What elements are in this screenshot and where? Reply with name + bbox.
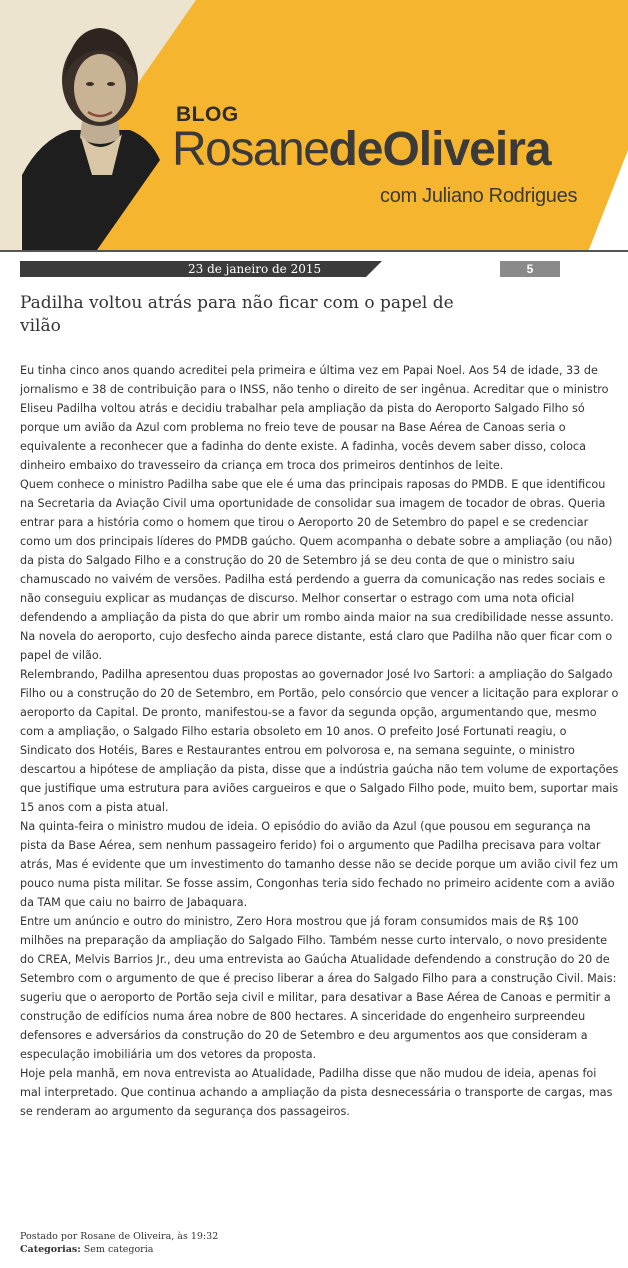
blog-subtitle: com Juliano Rodrigues [380, 185, 578, 207]
comments-count-badge[interactable]: 5 [500, 261, 560, 277]
post-body [20, 361, 620, 1121]
post-categories [20, 1243, 620, 1256]
post-paragraph: Entre um anúncio e outro do ministro, Zero Hora mostrou que já foram consumidos mais de R$ 100 milhões na preparação da ampliação do Salgado Filho. Também nesse curto intervalo, o novo presidente do CREA, Melvis Barrios Jr., deu uma entrevista ao Gaúcha Atualidade defendendo a construção do 20 de Setembro com o argumento de que é preciso liberar a área do Salgado Filho para a construção Civil. Mais: sugeriu que o aeroporto de Portão seja civil e militar, para desativar a Base Aérea de Canoas e permitir a construção de edifícios numa área nobre de 800 hectares. A sinceridade do engenheiro surpreendeu defensores e adversários da construção do 20 de Setembro e deu argumentos aos que consideram a especulação imobiliária um dos vetores da proposta. [20, 915, 617, 1061]
header-divider [0, 250, 628, 252]
post-date-bar [20, 261, 382, 277]
category-link[interactable]: Sem categoria [83, 1244, 154, 1255]
post-paragraph: Na quinta-feira o ministro mudou de ideia. O episódio do avião da Azul (que pousou em segurança na pista da Base Aérea, sem nenhum passageiro ferido) foi o argumento que Padilha precisava para voltar atrás, Mas é evidente que um investimento do tamanho desse não se decide porque um avião civil fez um pouco numa pista militar. Se fosse assim, Congonhas teria sido fechado no primeiro acidente com a avião da TAM que caiu no bairro de Jabaquara. [20, 820, 619, 909]
post-date: 23 de janeiro de 2015 [188, 262, 322, 276]
post-footer [20, 1230, 620, 1256]
post-paragraph: Hoje pela manhã, em nova entrevista ao Atualidade, Padilha disse que não mudou de ideia, apenas foi mal interpretado. Que continua achando a ampliação da pista desnecessária o transporte de cargas, mas se renderam ao argumento da segurança dos passageiros. [20, 1067, 613, 1118]
blog-name-bold: deOliveira [328, 123, 551, 176]
posted-by: Postado por Rosane de Oliveira, às 19:32 [20, 1231, 219, 1242]
categories-label: Categorias: [20, 1244, 81, 1255]
post-title[interactable]: Padilha voltou atrás para não ficar com o papel de vilão [20, 293, 454, 336]
post-paragraph: Eu tinha cinco anos quando acreditei pela primeira e última vez em Papai Noel. Aos 54 de idade, 33 de jornalismo e 38 de contribuição para o INSS, não tenho o direito de ser ingênua. Acreditar que o ministro Eliseu Padilha voltou atrás e decidiu trabalhar pela ampliação da pista do Aeroporto Salgado Filho só porque um avião da Azul com problema no freio teve de pousar na Base Aérea de Canoas seria o equivalente a reconhecer que a fadinha do dente existe. A fadinha, vocês devem saber disso, coloca dinheiro embaixo do travesseiro da criança em troca dos primeiros dentinhos de leite. [20, 364, 609, 472]
blog-label: BLOG [176, 103, 239, 126]
blog-name-regular: Rosane [172, 123, 329, 176]
post-paragraph: Relembrando, Padilha apresentou duas propostas ao governador José Ivo Sartori: a ampliação do Salgado Filho ou a construção do 20 de Setembro, em Portão, pelo consórcio que vencer a licitação para explorar o aeroporto da Capital. De pronto, manifestou-se a favor da segunda opção, argumentando que, mesmo com a ampliação, o Salgado Filho estaria obsoleto em 10 anos. O prefeito José Fortunati reagiu, o Sindicato dos Hotéis, Bares e Restaurantes entrou em polvorosa e, na semana seguinte, o ministro descartou a hipótese de ampliação da pista, disse que a indústria gaúcha não tem volume de exportações que justifique uma estrutura para aviões cargueiros e que o Salgado Filho pode, muito bem, suportar mais 15 anos com a pista atual. [20, 668, 619, 814]
post-paragraph: Quem conhece o ministro Padilha sabe que ele é uma das principais raposas do PMDB. E que identificou na Secretaria da Aviação Civil uma oportunidade de consolidar sua imagem de tocador de obras. Queria entrar para a história como o homem que tirou o Aeroporto 20 de Setembro do papel e se credenciar como um dos principais líderes do PMDB gaúcho. Quem acompanha o debate sobre a ampliação (ou não) da pista do Salgado Filho e a construção do 20 de Setembro já se deu conta de que o ministro saiu chamuscado no vaivém de versões. Padilha está perdendo a guerra da comunicação nas redes sociais e não conseguiu explicar as mudanças de discurso. Melhor consertar o estrago com uma nota oficial defendendo a ampliação da pista do que abrir um rombo ainda maior na sua credibilidade nesse assunto. Na novela do aeroporto, cujo desfecho ainda parece distante, está claro que Padilha não quer ficar com o papel de vilão. [20, 478, 614, 662]
blog-header [0, 0, 628, 252]
blog-name [172, 123, 551, 176]
